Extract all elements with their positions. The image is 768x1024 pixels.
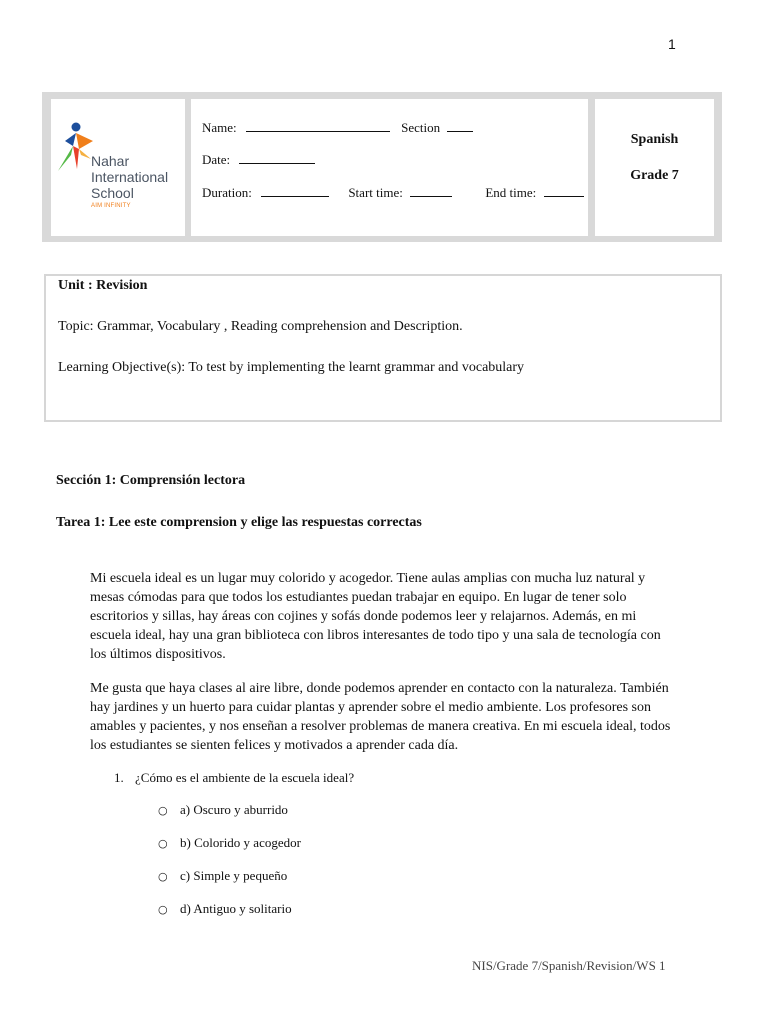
student-info-cell xyxy=(191,99,588,236)
logo-line-3: School xyxy=(91,185,134,201)
page-number: 1 xyxy=(668,36,676,52)
answer-option-a[interactable] xyxy=(158,802,288,818)
option-bullet: ○ xyxy=(158,870,168,883)
logo-line-1: Nahar xyxy=(91,153,130,169)
name-row xyxy=(202,119,473,136)
logo-cell xyxy=(51,99,185,236)
section-field[interactable] xyxy=(447,119,473,132)
logo-tagline: AIM INFINITY xyxy=(91,203,131,209)
date-row xyxy=(202,151,315,168)
logo-line-2: International xyxy=(91,169,169,185)
date-field[interactable] xyxy=(239,151,315,164)
option-bullet: ○ xyxy=(158,903,168,916)
subject-cell xyxy=(595,99,714,236)
question-1 xyxy=(114,770,354,786)
option-label: b) Colorido y acogedor xyxy=(180,835,301,850)
date-label: Date: xyxy=(202,152,231,167)
answer-option-d[interactable] xyxy=(158,901,292,917)
unit-info-box xyxy=(44,274,722,422)
reading-paragraph-1: Mi escuela ideal es un lugar muy colorido y acogedor. Tiene aulas amplias con mucha luz natural y mesas cómodas para que todos los estudiantes puedan trabajar en equipo. En lugar de tener solo escritorios y sillas, hay áreas con cojines y sofás donde podemos leer y relajarnos. Además, en mi escuela ideal, hay una gran biblioteca con libros interesantes de todo tipo y una sala de tecnología con los últimos dispositivos. xyxy=(90,571,661,662)
unit-topic: Topic: Grammar, Vocabulary , Reading comprehension and Description. xyxy=(58,319,463,334)
start-time-field[interactable] xyxy=(410,184,452,197)
answer-option-c[interactable] xyxy=(158,868,287,884)
duration-field[interactable] xyxy=(261,184,329,197)
question-number: 1. xyxy=(114,770,124,785)
option-bullet: ○ xyxy=(158,837,168,850)
name-field[interactable] xyxy=(246,119,390,132)
logo-wordmark xyxy=(91,153,168,201)
reading-paragraph-2: Me gusta que haya clases al aire libre, donde podemos aprender en contacto con la naturaleza. También hay jardines y un huerto para cuidar plantas y aprender sobre el medio ambiente. Los profesores son amables y pacientes, y nos enseñan a resolver problemas de manera creativa. En mi escuela ideal, todos los estudiantes se sienten felices y motivados a aprender cada día. xyxy=(90,681,671,753)
header-table xyxy=(42,92,722,242)
answer-option-b[interactable] xyxy=(158,835,301,851)
grade-label: Grade 7 xyxy=(630,168,679,183)
task-heading: Tarea 1: Lee este comprension y elige las respuestas correctas xyxy=(56,515,422,530)
time-row xyxy=(202,184,584,201)
start-time-label: Start time: xyxy=(348,185,403,200)
section-label: Section xyxy=(401,120,441,135)
end-time-label: End time: xyxy=(485,185,537,200)
subject-name: Spanish xyxy=(630,132,679,147)
question-text: ¿Cómo es el ambiente de la escuela ideal? xyxy=(135,770,355,785)
learning-objective: Learning Objective(s): To test by implementing the learnt grammar and vocabulary xyxy=(58,360,525,375)
end-time-field[interactable] xyxy=(544,184,584,197)
option-label: a) Oscuro y aburrido xyxy=(180,802,288,817)
option-bullet: ○ xyxy=(158,804,168,817)
duration-label: Duration: xyxy=(202,185,252,200)
unit-title: Unit : Revision xyxy=(58,278,148,293)
page-footer: NIS/Grade 7/Spanish/Revision/WS 1 xyxy=(472,958,666,973)
option-label: c) Simple y pequeño xyxy=(180,868,288,883)
section-heading: Sección 1: Comprensión lectora xyxy=(56,473,246,488)
name-label: Name: xyxy=(202,120,237,135)
option-label: d) Antiguo y solitario xyxy=(180,901,292,916)
